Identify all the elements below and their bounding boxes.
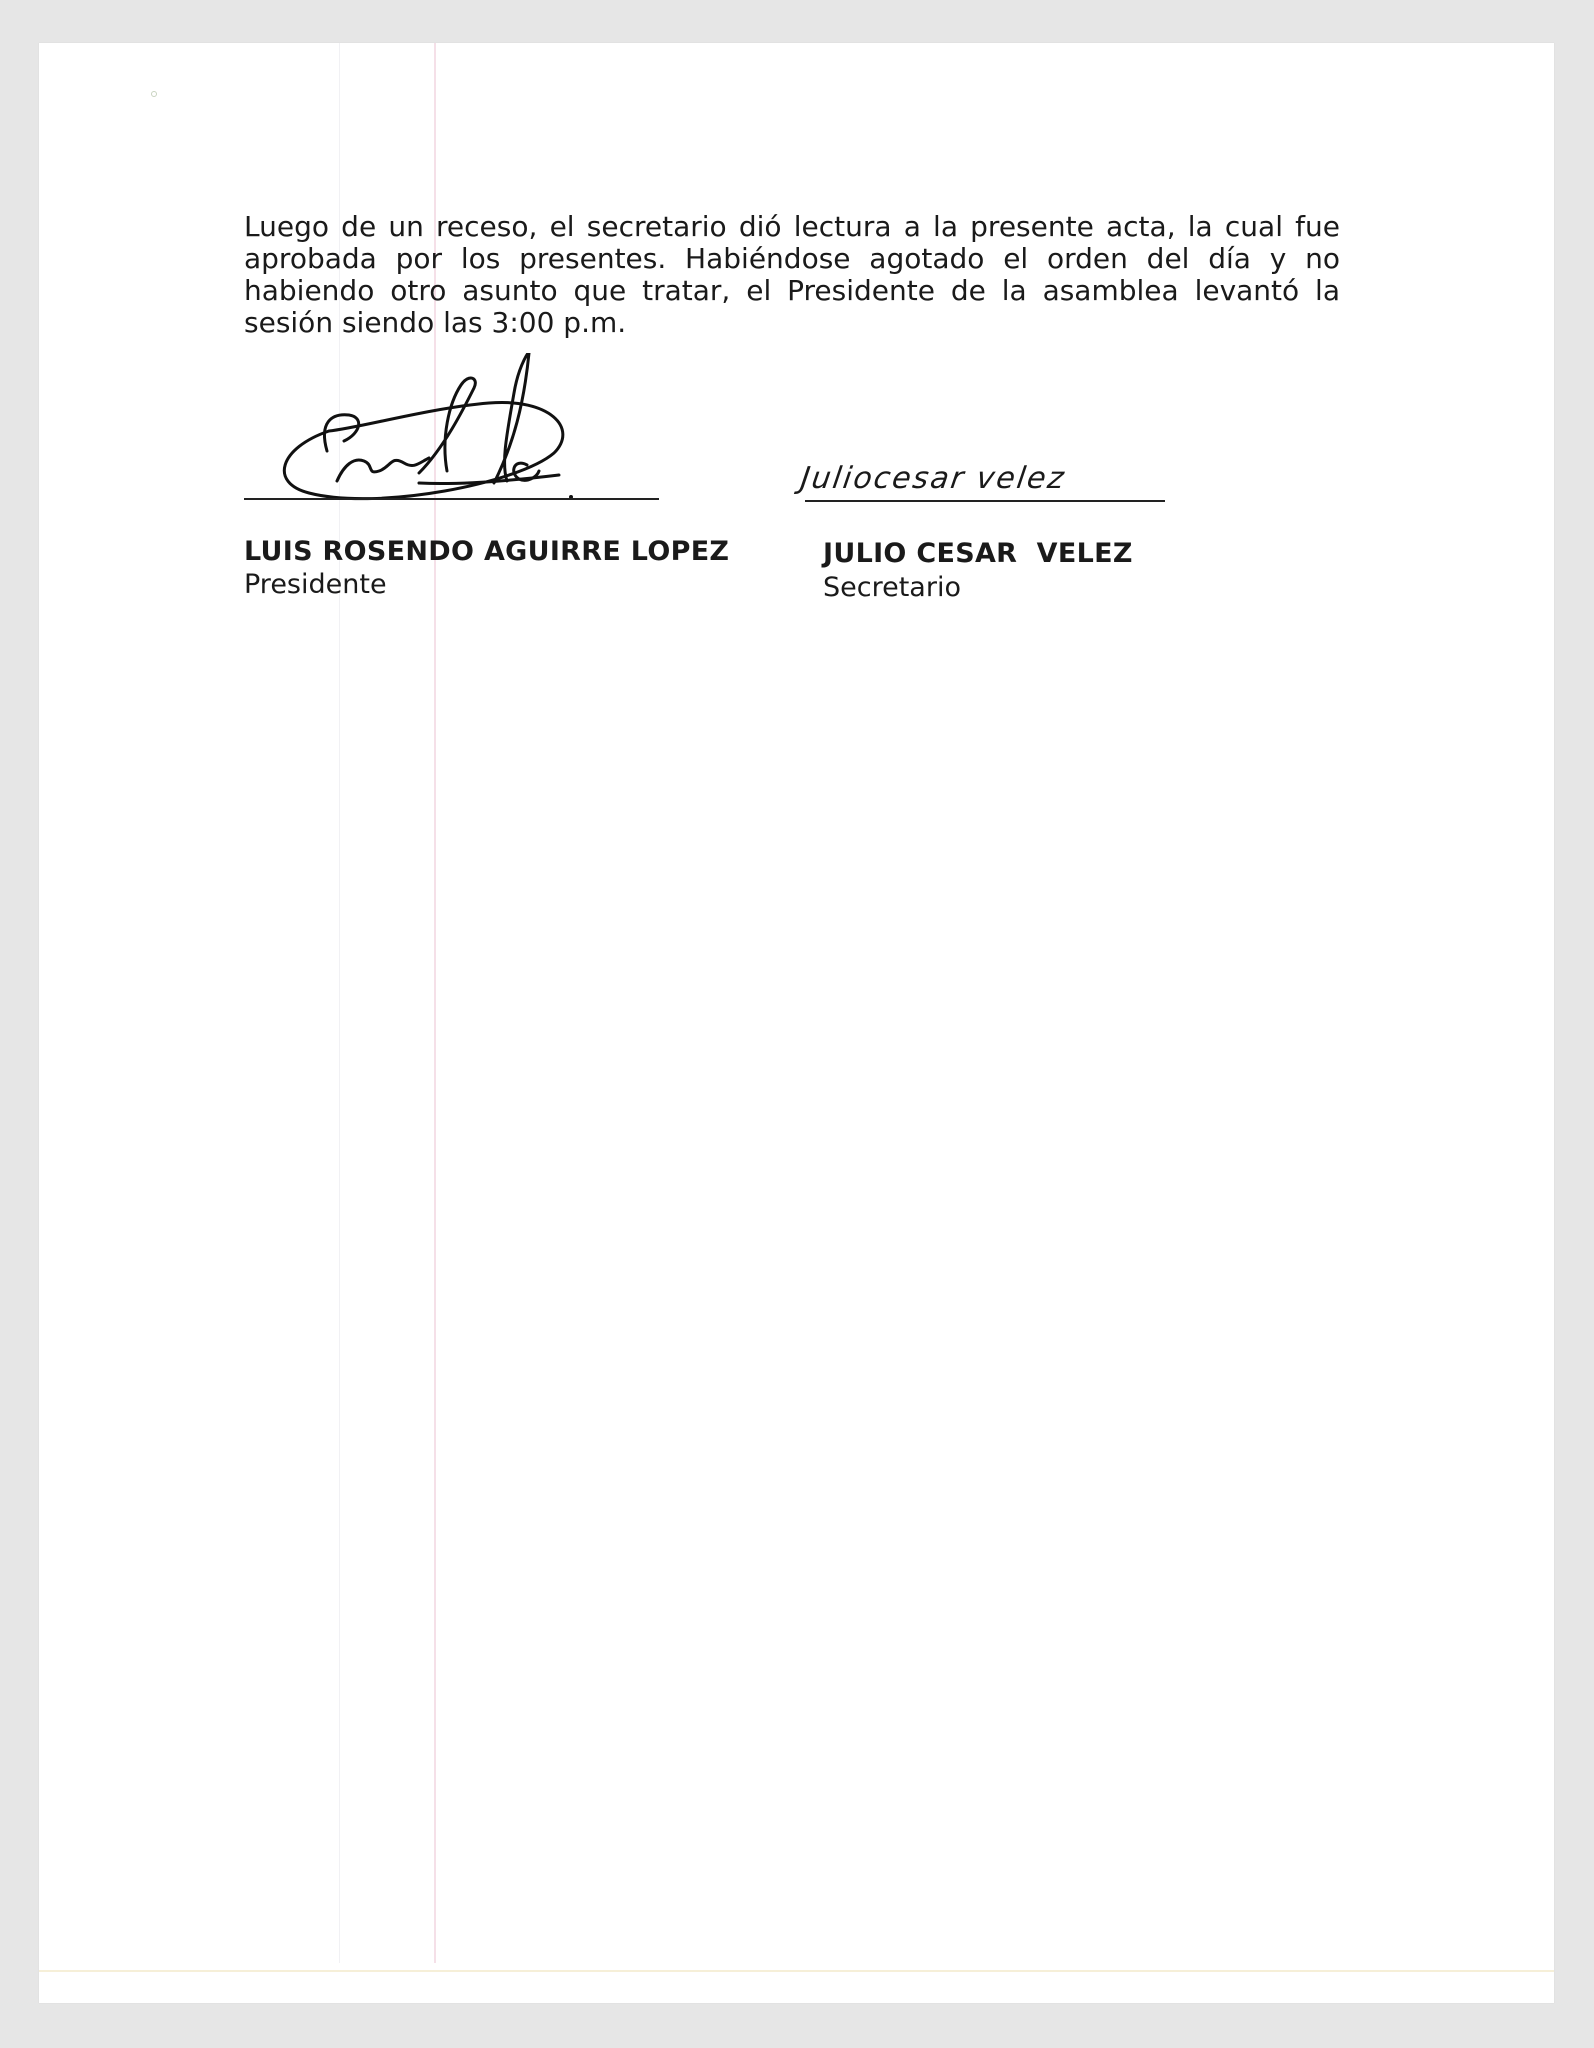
president-signature-icon [269,353,589,503]
president-name: LUIS ROSENDO AGUIRRE LOPEZ [244,536,730,567]
scan-speck [151,91,157,97]
president-role: Presidente [244,569,387,600]
secretary-role: Secretario [823,572,961,603]
signature-line [244,498,659,500]
document-page [39,43,1554,2003]
secretary-name: JULIO CESAR VELEZ [823,538,1133,569]
secretary-handwritten-signature: Juliocesar velez [798,461,1068,496]
closing-paragraph: Luego de un receso, el secretario dió lectura a la presente acta, la cual fue aprobada por los presentes. Habiéndose agotado el orden del día y no habiendo otro asunto que tratar, el Presidente de la asamblea levantó la sesión siendo las 3:00 p.m. [244,210,1340,339]
scan-artifact-line [39,1970,1554,1972]
signature-line [805,500,1165,502]
